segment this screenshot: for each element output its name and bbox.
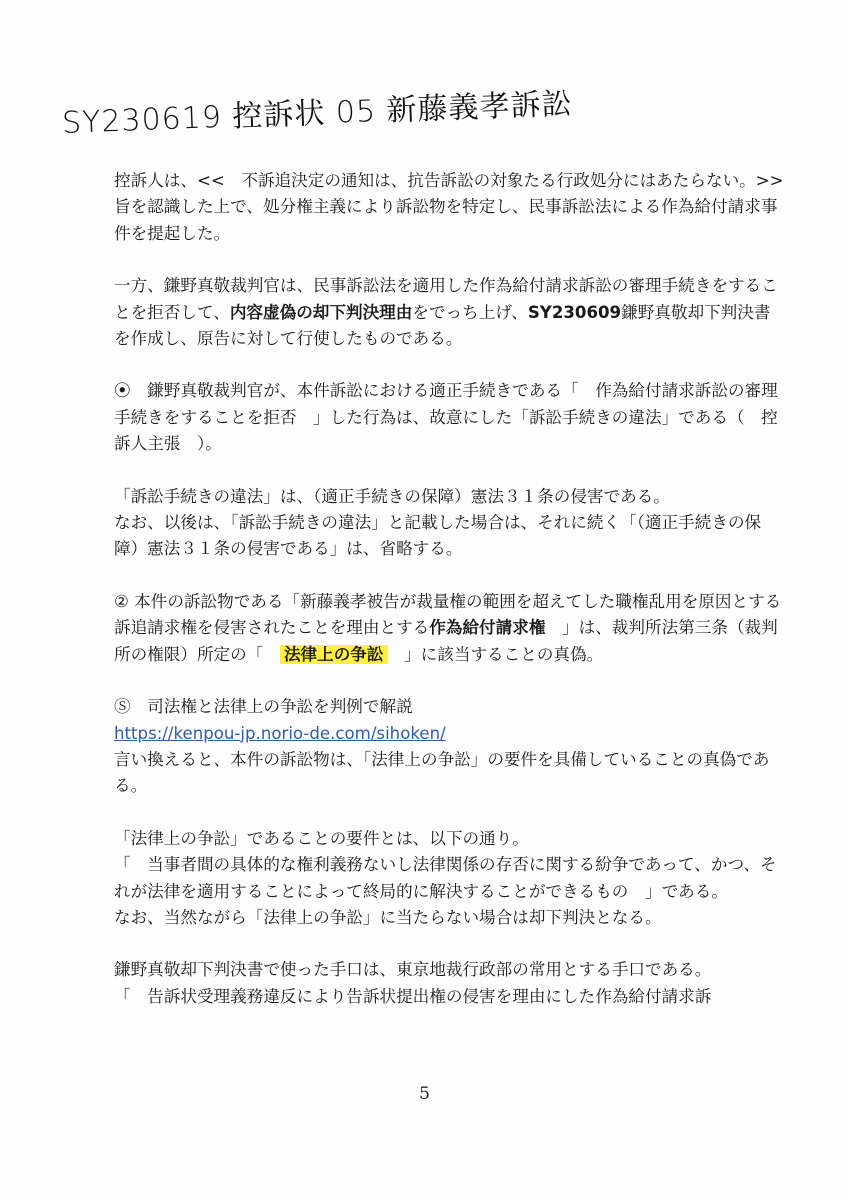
handwritten-header: SY230619 控訴状 05 新藤義孝訴訟 [61,86,574,141]
paragraph-5-text-a: ② 本件の訴訟物である「新藤義孝被告が裁量権の範囲を超えてした職権乱用を原因とする訴追請求権を侵害されたことを理由とする [114,591,782,638]
paragraph-5-text-c: 」に該当することの真偽。 [387,644,604,664]
paragraph-7b: 「 当事者間の具体的な権利義務ないし法律関係の存否に関する紛争であって、かつ、それが法律を適用することによって終局的に解決することができるもの 」である。 [114,855,777,901]
paragraph-7a: 「法律上の争訟」であることの要件とは、以下の通り。 [114,828,529,848]
paragraph-8b: 「 告訴状受理義務違反により告訴状提出権の侵害を理由にした作為給付請求訴 [114,986,712,1006]
paragraph-2-case-id: SY230609 [527,302,622,322]
paragraph-6-title: Ⓢ 司法権と法律上の争訟を判例で解説 [114,697,413,717]
paragraph-2-text-b: をでっち上げ、 [412,302,528,322]
paragraph-1: 控訴人は、<< 不訴追決定の通知は、抗告訴訟の対象たる行政処分にはあたらない。>>旨を認識した上で、処分権主義により訴訟物を特定し、民事訴訟法による作為給付請求事件を提起した。 [114,171,784,243]
paragraph-8a: 鎌野真敬却下判決書で使った手口は、東京地裁行政部の常用とする手口である。 [114,960,712,980]
paragraph-2-bold: 内容虚偽の却下判決理由 [229,302,413,322]
reference-link[interactable]: https://kenpou-jp.norio-de.com/sihoken/ [114,723,446,743]
paragraph-3: ⦿ 鎌野真敬裁判官が、本件訴訟における適正手続きである「 作為給付請求訴訟の審理手続きをすることを拒否 」した行為は、故意にした「訴訟手続きの違法」である（ 控訴人主張 ）。 [114,381,778,454]
paragraph-7c: なお、当然ながら「法律上の争訟」に当たらない場合は却下判決となる。 [114,907,662,927]
paragraph-2-text-c: 鎌野真敬却下判決書を作成し、原告に対して行使したものである。 [114,302,771,349]
paragraph-5-text-b: 」は、裁判所法第三条（裁判所の権限）所定の「 [114,618,778,664]
page-number: 5 [419,1084,430,1104]
paragraph-2-text-a: 一方、鎌野真敬裁判官は、民事訴訟法を適用した作為給付請求訴訟の審理手続きをすることを拒否して、 [114,276,778,322]
paragraph-6-text: 言い換えると、本件の訴訟物は、「法律上の争訟」の要件を具備していることの真偽である。 [114,749,770,796]
document-body [114,168,786,1010]
paragraph-5-bold: 作為給付請求権 [429,618,546,638]
paragraph-5 [114,589,786,668]
paragraph-4a: 「訴訟手続きの違法」は、（適正手続きの保障）憲法３１条の侵害である。 [114,486,670,506]
highlighted-term: 法律上の争訟 [280,645,388,664]
paragraph-4b: なお、以後は、「訴訟手続きの違法」と記載した場合は、それに続く「（適正手続きの保障）憲法３１条の侵害である」は、省略する。 [114,513,762,559]
paragraph-2 [114,273,786,352]
